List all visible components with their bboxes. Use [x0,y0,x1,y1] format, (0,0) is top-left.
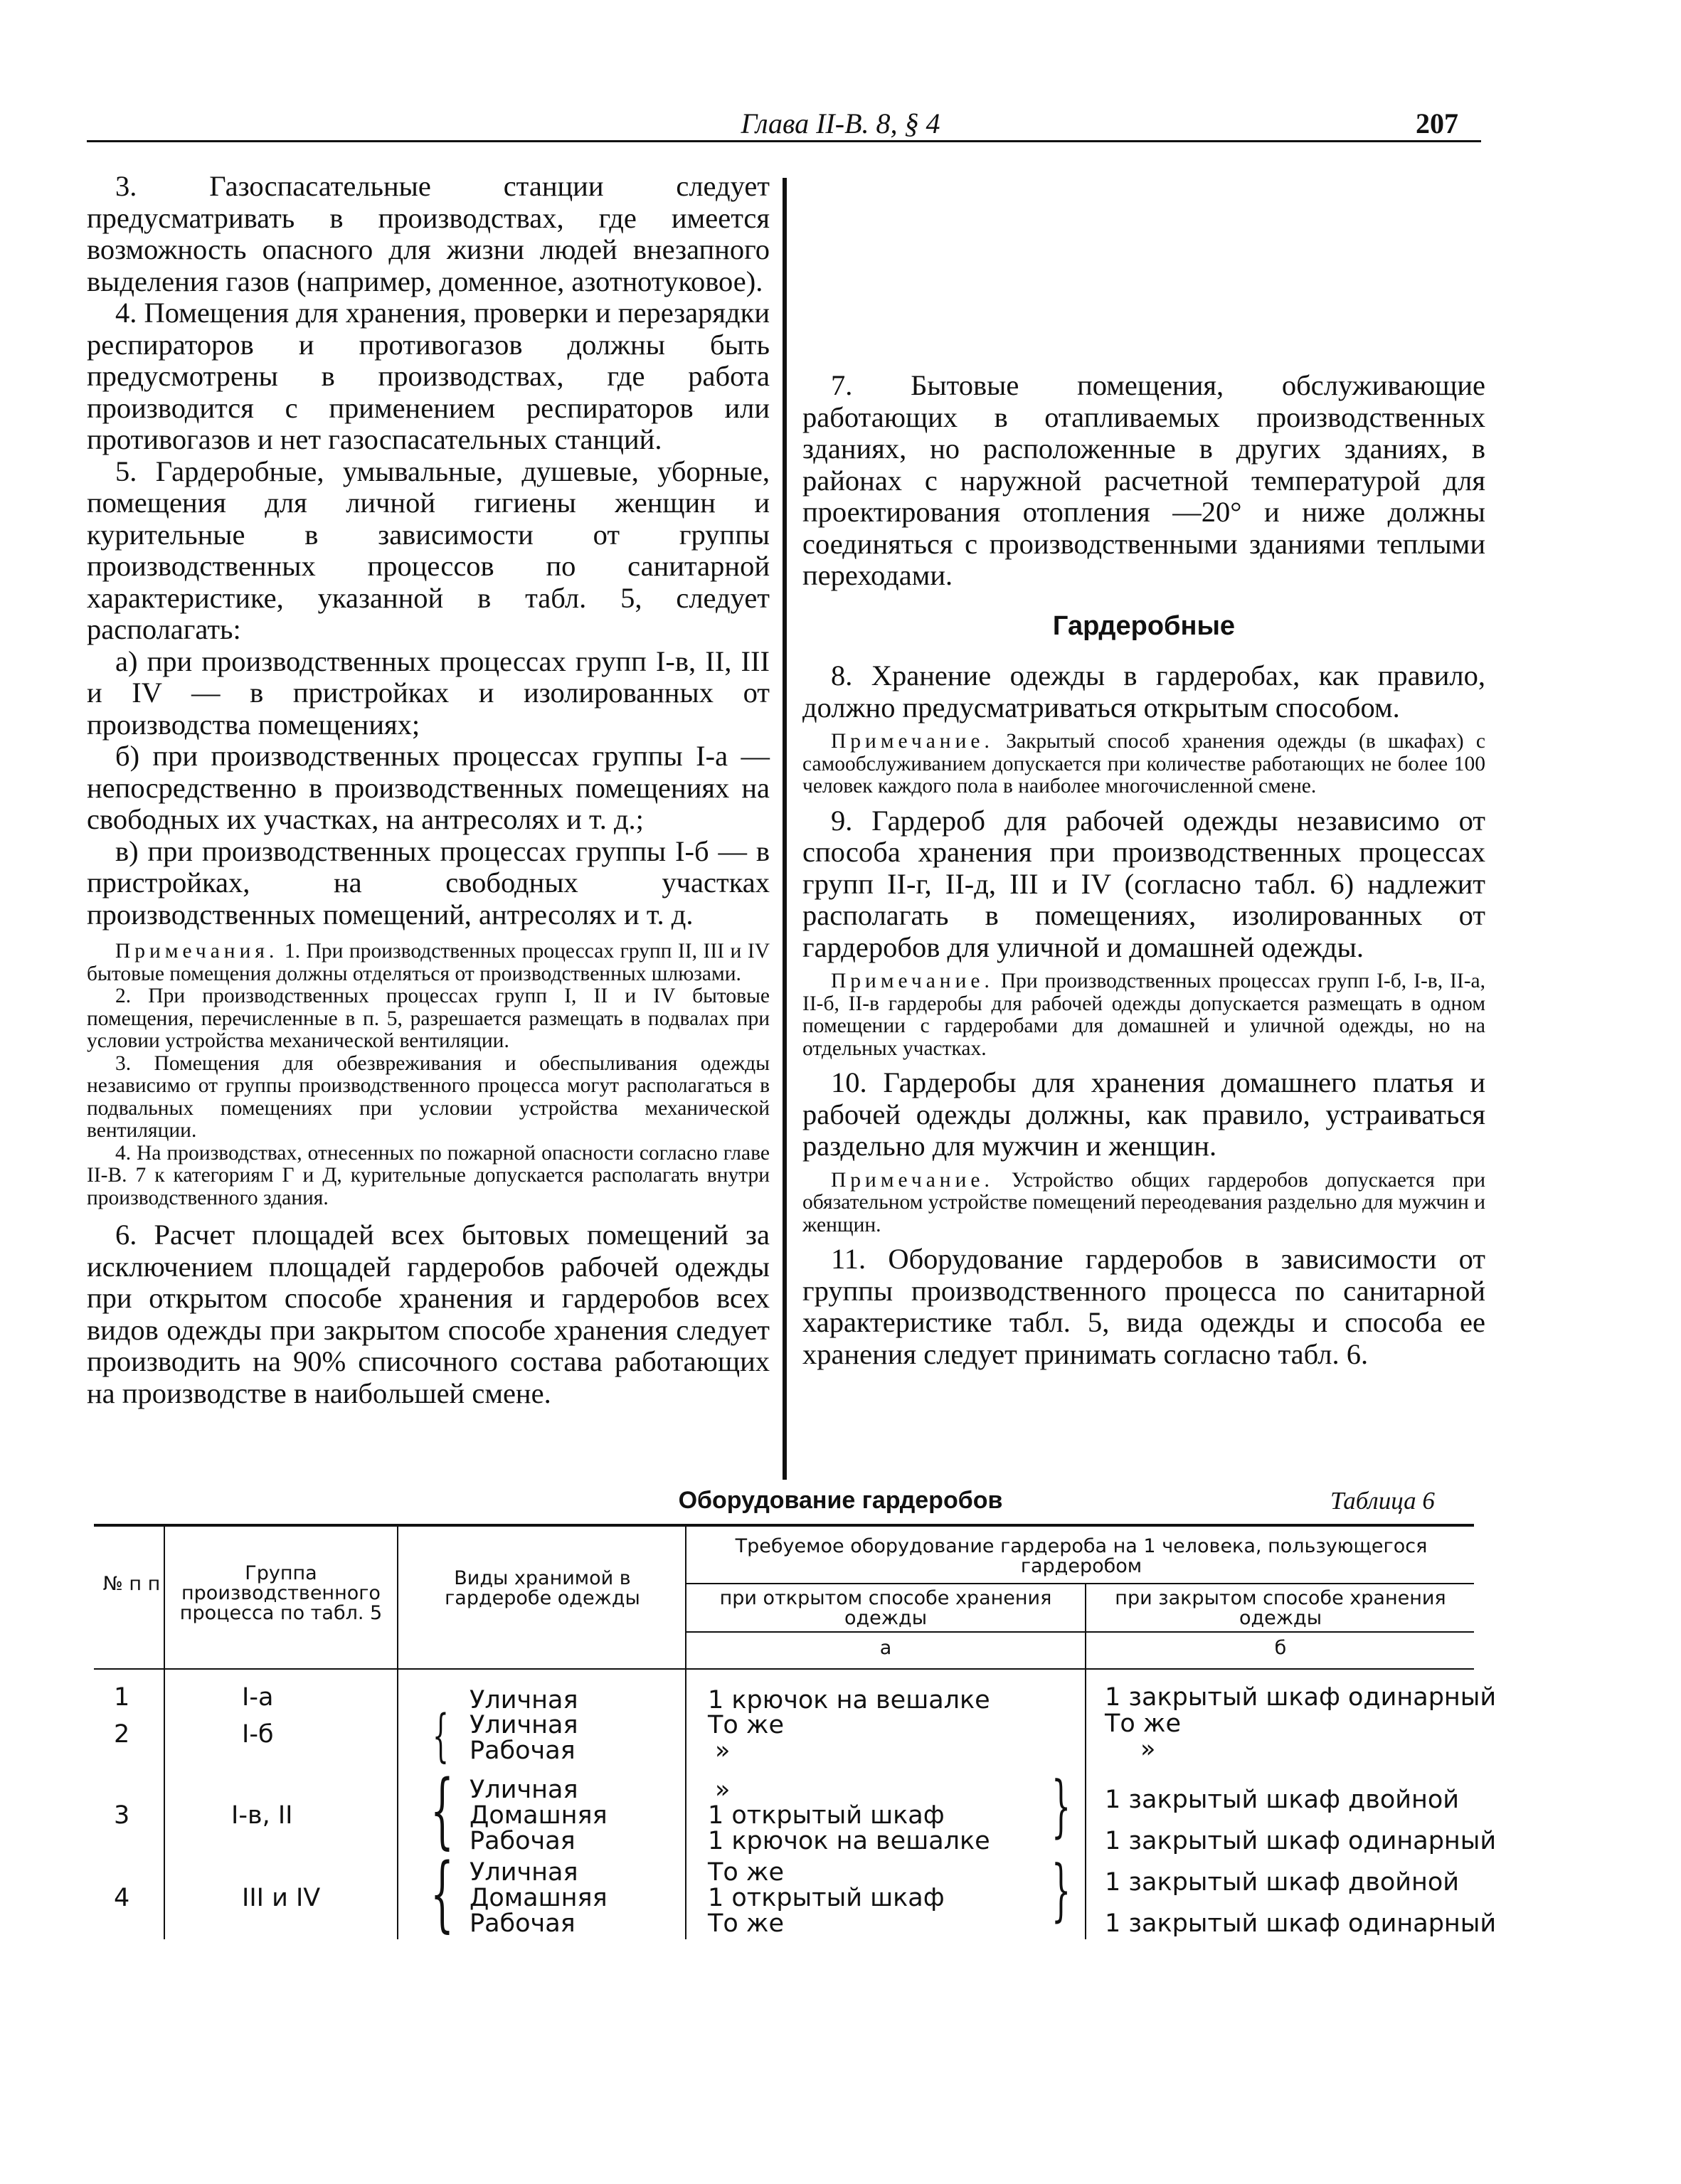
note-1-text: 1. При производственных процессах групп II, III и IV бытовые помещения должны отделяться от производственных шлюзами. [87,940,770,985]
header-open-letter: а [879,1637,892,1659]
table-header-rule [94,1668,1474,1670]
paragraph-11: 11. Оборудование гардеробов в зависимости от группы производственного процесса по санитарной характеристике табл. 5, вида одежды и способа ее хранения следует принимать согласно табл. 6. [802,1243,1485,1370]
letters-rule [685,1631,1474,1633]
row-1-clothing-1: Уличная [470,1686,578,1714]
table-label: Таблица 6 [1330,1487,1435,1515]
row-4-closed-2: 1 закрытый шкаф одинарный [1105,1909,1497,1938]
paragraph-5b: б) при производственных процессах группы I-а — непосредственно в производственных помещениях на свободных их участках, на антресолях и т. д.; [87,740,770,835]
row-4-right-brace: } [1051,1851,1071,1929]
row-3-clothing-2: Домашняя [470,1801,608,1830]
table-title: Оборудование гардеробов [678,1487,1003,1514]
row-1-open-1: 1 крючок на вешалке [708,1686,990,1714]
header-required: Требуемое оборудование гардероба на 1 человека, пользующегося гардеробом [735,1535,1428,1577]
paragraph-5c: в) при производственных процессах группы I-б — в пристройках, на свободных участках производственных помещений, антресолях и т. д. [87,834,770,931]
row-2-num: 2 [114,1720,130,1749]
header-rule [87,140,1481,142]
paragraph-4: 4. Помещения для хранения, проверки и перезарядки респираторов и противогазов должны быть предусмотрены в производствах, где работа производится с применением респираторов или противогазов и нет газоспасательных станций. [87,297,770,455]
header-closed: при закрытом способе хранения одежды [1115,1587,1446,1629]
col-rule-2 [397,1527,398,1939]
row-3-closed-1: 1 закрытый шкаф двойной [1105,1786,1460,1814]
row-2-open-1: То же [708,1711,784,1739]
paragraph-5: 5. Гардеробные, умывальные, душевые, уборные, помещения для личной гигиены женщин и курительные в зависимости от группы производственных процессов по санитарной характеристике, указанной в табл. 5, следует располагать: [87,455,770,645]
row-2-clothing-2: Рабочая [470,1737,576,1765]
row-3-clothing-3: Рабочая [470,1827,576,1855]
row-3-num: 3 [114,1801,130,1830]
row-1-group: I-а [242,1683,274,1712]
row-4-num: 4 [114,1884,130,1912]
paragraph-8: 8. Хранение одежды в гардеробах, как правило, должно предусматриваться открытым способом. [802,659,1485,723]
header-clothing: Виды хранимой в гардеробе одежды [445,1567,640,1609]
col-rule-1 [164,1527,165,1939]
page-number: 207 [1416,107,1458,139]
note-10-label: Примечание. [831,1168,994,1192]
paragraph-7: 7. Бытовые помещения, обслуживающие работающих в отапливаемых производственных зданиях, но расположенные в других зданиях, в районах с наружной расчетной температурой для проектирования отопления —20° и ниже должны соединяться с производственными зданиями теплыми переходами. [802,369,1485,591]
note-10 [802,1170,1485,1237]
row-3-clothing-1: Уличная [470,1776,578,1804]
row-4-open-2: 1 открытый шкаф [708,1884,945,1912]
row-3-open-2: 1 открытый шкаф [708,1801,945,1830]
col-rule-3 [685,1527,686,1939]
row-2-open-2: » [715,1737,731,1765]
subheader-rule [685,1583,1474,1584]
note-8-text: Закрытый способ хранения одежды (в шкафах) с самообслуживанием допускается при количестве работающих не более 100 человек каждого пола в наиболее многочисленной смене. [802,730,1485,797]
notes-label: Примечания. [115,940,279,963]
row-4-clothing-2: Домашняя [470,1884,608,1912]
note-1 [87,940,770,985]
row-2-brace: { [433,1702,449,1769]
note-9 [802,970,1485,1060]
row-1-num: 1 [114,1683,130,1712]
row-4-closed-1: 1 закрытый шкаф двойной [1105,1868,1460,1897]
note-9-label: Примечание. [831,970,994,992]
row-1-closed-1: 1 закрытый шкаф одинарный [1105,1683,1497,1712]
row-3-open-3: 1 крючок на вешалке [708,1827,990,1855]
paragraph-3: 3. Газоспасательные станции следует предусматривать в производствах, где имеется возможность опасного для жизни людей внезапного выделения газов (например, доменное, азотнотуковое). [87,170,770,297]
col-rule-4 [1085,1584,1086,1939]
row-2-clothing-1: Уличная [470,1711,578,1739]
row-2-group: I-б [242,1720,274,1749]
row-3-right-brace: } [1051,1767,1071,1845]
row-2-closed-1: То же [1105,1709,1181,1738]
note-9-text: При производственных процессах групп I-б, I-в, II-а, II-б, II-в гардеробы для рабочей одежды допускается размещать в одном помещении с гардеробами для домашней и уличной одежды, но на отдельных участках. [802,970,1486,1060]
right-column [802,370,1485,1370]
table-top-rule [94,1524,1474,1527]
row-4-open-3: То же [708,1909,784,1938]
row-4-open-1: То же [708,1858,784,1887]
header-group: Группа производственного процесса по табл. 5 [179,1562,383,1624]
paragraph-5a: а) при производственных процессах групп I-в, II, III и IV — в пристройках и изолированных от производства помещениях; [87,645,770,741]
header-closed-letter: б [1274,1637,1287,1659]
note-2: 2. При производственных процессах групп I, II и IV бытовые помещения, перечисленные в п. 5, разрешается размещать в подвалах при условии устройства механической вентиляции. [87,985,770,1052]
note-10-text: Устройство общих гардеробов допускается при обязательном устройстве помещений переодевания раздельно для мужчин и женщин. [802,1168,1486,1236]
chapter-header: Глава II-В. 8, § 4 [741,107,940,139]
paragraph-6: 6. Расчет площадей всех бытовых помещений за исключением площадей гардеробов рабочей одежды при открытом способе хранения и гардеробов всех видов одежды при закрытом способе хранения следует производить на 90% списочного состава работающих на производстве в наибольшей смене. [87,1219,770,1409]
paragraph-9: 9. Гардероб для рабочей одежды независимо от способа хранения при производственных процессах групп II-г, II-д, III и IV (согласно табл. 6) надлежит располагать в помещениях, изолированных от гардеробов для уличной и домашней одежды. [802,804,1485,963]
row-4-group: III и IV [242,1884,321,1912]
header-num: № п п [102,1573,161,1595]
note-4: 4. На производствах, отнесенных по пожарной опасности согласно главе II-В. 7 к категориям Г и Д, курительные допускается располагать внутри производственного здания. [87,1141,770,1209]
note-3: 3. Помещения для обезвреживания и обеспыливания одежды независимо от группы производственного процесса могут располагаться в подвальных помещениях при условии устройства механической вентиляции. [87,1051,770,1142]
note-8-label: Примечание. [831,730,994,753]
row-4-clothing-3: Рабочая [470,1909,576,1938]
paragraph-10: 10. Гардеробы для хранения домашнего платья и рабочей одежды должны, как правило, устраиваться раздельно для мужчин и женщин. [802,1066,1485,1162]
row-4-clothing-1: Уличная [470,1858,578,1887]
header-open: при открытом способе хранения одежды [719,1587,1052,1629]
column-divider [783,178,787,1480]
row-3-closed-2: 1 закрытый шкаф одинарный [1105,1827,1497,1855]
row-3-group: I-в, II [231,1801,293,1830]
notes-block [87,940,770,1209]
row-4-brace: { [430,1846,454,1941]
section-heading: Гардеробные [1052,610,1236,641]
row-3-brace: { [430,1763,454,1858]
row-2-closed-2: » [1140,1735,1156,1764]
note-8 [802,731,1485,798]
row-3-open-1: » [715,1776,731,1804]
left-column [87,171,770,1409]
